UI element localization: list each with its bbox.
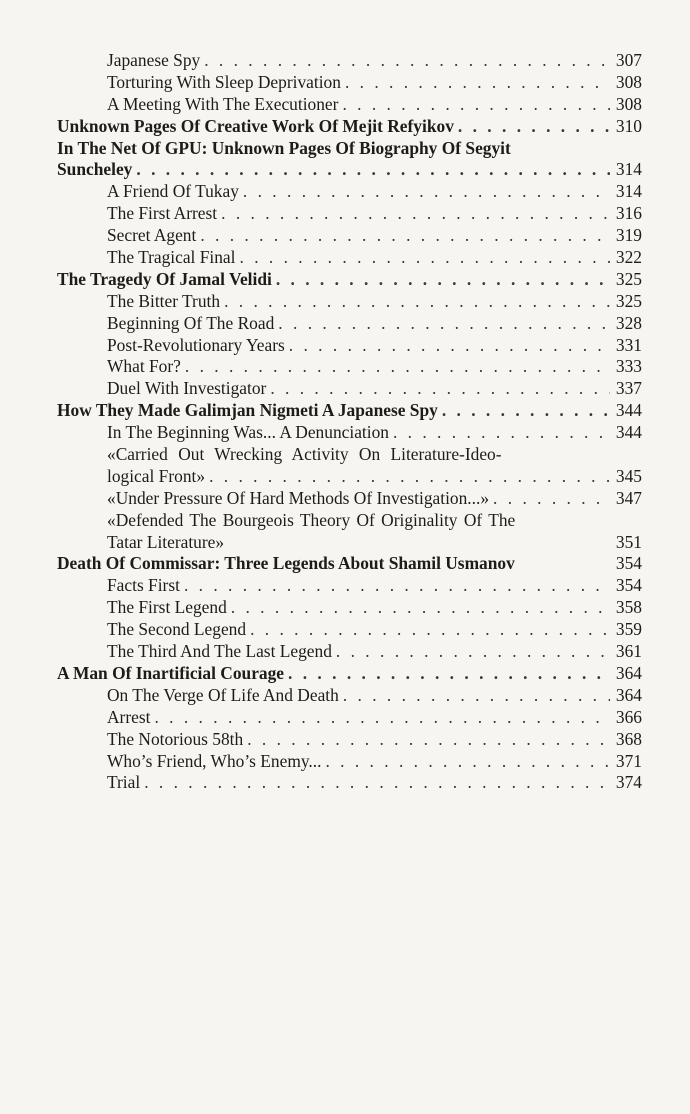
toc-entry-title: Trial — [107, 772, 141, 793]
toc-entry-title-line1[interactable] — [57, 444, 642, 466]
toc-entry-title: Arrest — [107, 706, 151, 727]
dot-leader — [342, 94, 610, 116]
toc-chapter[interactable] — [57, 116, 642, 138]
dot-leader — [200, 225, 610, 247]
toc-entry-page: 359 — [615, 619, 642, 640]
toc-entry-page: 319 — [615, 225, 642, 246]
toc-entry-page: 314 — [615, 181, 642, 202]
toc-entry-page: 325 — [615, 268, 642, 289]
toc-chapter[interactable] — [57, 269, 642, 291]
toc-entry[interactable] — [57, 466, 642, 488]
toc-chapter[interactable] — [57, 663, 642, 685]
toc-entry-page: 314 — [615, 159, 642, 180]
toc-entry-page: 368 — [615, 728, 642, 749]
toc-entry[interactable] — [57, 247, 642, 269]
toc-entry-page: 322 — [615, 247, 642, 268]
toc-chapter[interactable] — [57, 553, 642, 575]
toc-entry-title: A Meeting With The Executioner — [107, 93, 339, 114]
dot-leader — [343, 685, 610, 707]
toc-entry-page: 361 — [615, 641, 642, 662]
toc-entry-title-line2: Tatar Literature» — [107, 531, 225, 552]
dot-leader — [144, 772, 610, 794]
toc-entry[interactable] — [57, 181, 642, 203]
toc-entry[interactable] — [57, 488, 642, 510]
toc-entry[interactable] — [57, 751, 642, 773]
dot-leader — [243, 181, 610, 203]
toc-entry-title: The First Arrest — [107, 203, 218, 224]
toc-entry-page: 337 — [615, 378, 642, 399]
toc-entry[interactable] — [57, 72, 642, 94]
toc-chapter[interactable] — [57, 400, 642, 422]
toc-entry-title: The First Legend — [107, 597, 227, 618]
toc-entry[interactable] — [57, 378, 642, 400]
toc-entry-title: Secret Agent — [107, 225, 197, 246]
toc-entry-title: The Bitter Truth — [107, 290, 221, 311]
toc-entry-title: «Carried Out Wrecking Activity On Literature-Ideo- — [107, 444, 502, 465]
dot-leader — [204, 50, 610, 72]
dot-leader — [154, 707, 610, 729]
toc-entry-title: Duel With Investigator — [107, 378, 267, 399]
toc-chapter-title: A Man Of Inartificial Courage — [57, 662, 285, 683]
toc-entry-page: 344 — [615, 422, 642, 443]
toc-entry-page: 364 — [615, 662, 642, 683]
toc-entry[interactable] — [57, 94, 642, 116]
dot-leader — [231, 597, 610, 619]
toc-entry-page: 374 — [615, 772, 642, 793]
dot-leader — [442, 400, 610, 422]
dot-leader — [184, 575, 610, 597]
toc-entry[interactable] — [57, 772, 642, 794]
toc-entry-page: 316 — [615, 203, 642, 224]
toc-entry[interactable] — [57, 335, 642, 357]
toc-entry[interactable] — [57, 685, 642, 707]
toc-entry-page: 307 — [615, 50, 642, 70]
toc-entry[interactable] — [57, 641, 642, 663]
toc-chapter[interactable] — [57, 159, 642, 181]
toc-entry-page: 310 — [615, 115, 642, 136]
toc-chapter-title: Death Of Commissar: Three Legends About Shamil Usmanov — [57, 553, 515, 574]
dot-leader — [288, 663, 610, 685]
toc-entry-title: «Under Pressure Of Hard Methods Of Investigation...» — [107, 487, 490, 508]
toc-entry[interactable] — [57, 597, 642, 619]
dot-leader — [209, 466, 610, 488]
toc-entry-page: 364 — [615, 684, 642, 705]
toc-entry-title: Post-Revolutionary Years — [107, 334, 285, 355]
toc-chapter-title: Unknown Pages Of Creative Work Of Mejit Refyikov — [57, 115, 454, 136]
toc-entry[interactable] — [57, 203, 642, 225]
toc-entry[interactable] — [57, 707, 642, 729]
dot-leader — [250, 619, 610, 641]
dot-leader — [240, 247, 611, 269]
toc-entry-title: Torturing With Sleep Deprivation — [107, 71, 341, 92]
toc-entry-title: The Second Legend — [107, 619, 247, 640]
toc-entry-page: 308 — [615, 71, 642, 92]
toc-entry-page: 371 — [615, 750, 642, 771]
dot-leader — [458, 116, 610, 138]
toc-entry-title: «Defended The Bourgeois Theory Of Originality Of The — [107, 509, 516, 530]
dot-leader — [393, 422, 610, 444]
toc-chapter-title-line1[interactable] — [57, 138, 642, 160]
dot-leader — [345, 72, 610, 94]
toc-chapter-title-line2: Suncheley — [57, 159, 133, 180]
toc-entry-title: Facts First — [107, 575, 180, 596]
toc-entry[interactable] — [57, 225, 642, 247]
toc-entry-title-line2: logical Front» — [107, 465, 206, 486]
toc-entry-title: A Friend Of Tukay — [107, 181, 239, 202]
dot-leader — [270, 378, 610, 400]
toc-entry-title: What For? — [107, 356, 181, 377]
toc-entry[interactable] — [57, 422, 642, 444]
toc-entry-title-line1[interactable] — [57, 510, 642, 532]
toc-entry[interactable] — [57, 50, 642, 72]
dot-leader — [221, 203, 610, 225]
toc-entry-page: 354 — [615, 553, 642, 574]
toc-entry-page: 345 — [615, 465, 642, 486]
toc-entry-page: 331 — [615, 334, 642, 355]
toc-entry[interactable] — [57, 356, 642, 378]
dot-leader — [247, 729, 610, 751]
toc-entry-page: 344 — [615, 400, 642, 421]
toc-entry-page: 328 — [615, 312, 642, 333]
toc-entry-title: The Tragical Final — [107, 247, 236, 268]
toc-entry-title: Japanese Spy — [107, 50, 201, 70]
toc-entry-title: On The Verge Of Life And Death — [107, 684, 339, 705]
table-of-contents — [57, 50, 642, 794]
toc-entry[interactable] — [57, 532, 642, 554]
dot-leader — [185, 356, 610, 378]
toc-entry-page: 308 — [615, 93, 642, 114]
toc-entry-title: Beginning Of The Road — [107, 312, 275, 333]
toc-entry-page: 333 — [615, 356, 642, 377]
toc-chapter-title: How They Made Galimjan Nigmeti A Japanese Spy — [57, 400, 438, 421]
toc-entry[interactable] — [57, 313, 642, 335]
toc-entry[interactable] — [57, 619, 642, 641]
dot-leader — [136, 159, 610, 181]
toc-entry-page: 354 — [615, 575, 642, 596]
toc-chapter-title: The Tragedy Of Jamal Velidi — [57, 268, 272, 289]
toc-entry-title: In The Beginning Was... A Denunciation — [107, 422, 389, 443]
toc-entry-title: The Notorious 58th — [107, 728, 244, 749]
toc-entry-page: 347 — [615, 487, 642, 508]
toc-entry[interactable] — [57, 729, 642, 751]
dot-leader — [336, 641, 610, 663]
dot-leader — [289, 335, 610, 357]
toc-entry-title: Who’s Friend, Who’s Enemy... — [107, 750, 322, 771]
dot-leader — [493, 488, 610, 510]
dot-leader — [224, 291, 610, 313]
dot-leader — [325, 751, 610, 773]
toc-entry-page: 325 — [615, 290, 642, 311]
toc-entry-page: 358 — [615, 597, 642, 618]
toc-entry-title: The Third And The Last Legend — [107, 641, 332, 662]
dot-leader — [276, 269, 610, 291]
toc-entry-page: 366 — [615, 706, 642, 727]
toc-entry[interactable] — [57, 291, 642, 313]
toc-entry-page: 351 — [615, 531, 642, 552]
dot-leader — [278, 313, 610, 335]
toc-entry[interactable] — [57, 575, 642, 597]
toc-chapter-title: In The Net Of GPU: Unknown Pages Of Biography Of Segyit — [57, 137, 511, 158]
